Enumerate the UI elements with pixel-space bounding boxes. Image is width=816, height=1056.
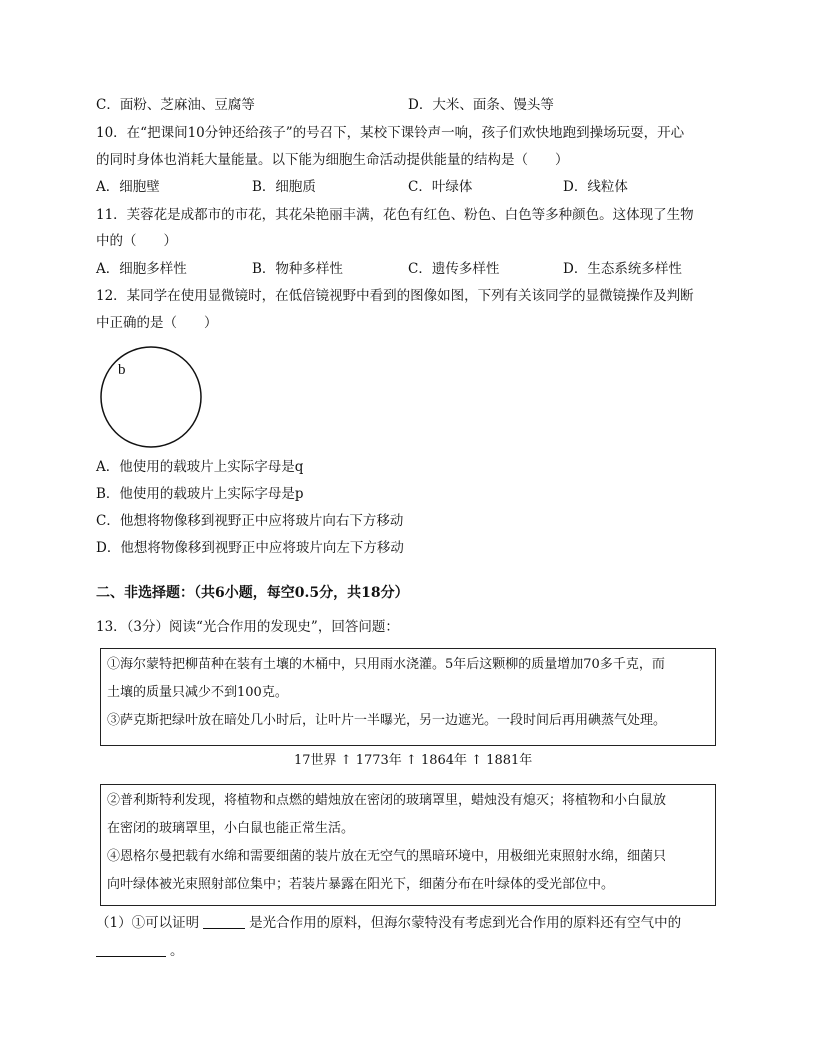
box2-line3: ④恩格尔曼把载有水绵和需要细菌的装片放在无空气的黑暗环境中，用极细光束照射水绵，细菌只 <box>107 849 667 864</box>
q12-option-a: A．他使用的载玻片上实际字母是q <box>96 459 304 475</box>
q12-stem-line2: 中正确的是（ ） <box>96 315 218 331</box>
q9-option-c: C．面粉、芝麻油、豆腐等 <box>96 97 255 113</box>
field-of-view-circle <box>101 347 201 447</box>
q11-option-a: A．细胞多样性 <box>96 261 187 277</box>
q13-stem: 13．（3分）阅读“光合作用的发现史”，回答问题： <box>96 619 399 635</box>
q12-option-c: C．他想将物像移到视野正中应将玻片向右下方移动 <box>96 513 404 529</box>
q9-option-d: D．大米、面条、馒头等 <box>408 97 554 113</box>
q11-stem-line1: 11．芙蓉花是成都市的市花，其花朵艳丽丰满，花色有红色、粉色、白色等多种颜色。这体现了生物 <box>96 207 694 223</box>
box1-line2: 土壤的质量只减少不到100克。 <box>107 685 288 700</box>
q11-option-c: C．遗传多样性 <box>408 261 500 277</box>
q11-option-b: B．物种多样性 <box>252 261 343 277</box>
q13-sub1-rest: 是光合作用的原料，但海尔蒙特没有考虑到光合作用的原料还有空气中的 <box>249 915 682 931</box>
q13-sub1-line2 <box>96 941 184 961</box>
section-heading: 二、非选择题：（共6小题，每空0.5分，共18分） <box>96 585 409 601</box>
q12-option-d: D．他想将物像移到视野正中应将玻片向左下方移动 <box>96 540 404 556</box>
q10-option-a: A．细胞壁 <box>96 179 160 195</box>
q10-option-c: C．叶绿体 <box>408 179 473 195</box>
answer-blank-2[interactable] <box>96 942 166 957</box>
box1-line3: ③萨克斯把绿叶放在暗处几小时后，让叶片一半曝光，另一边遮光。一段时间后再用碘蒸气处理。 <box>107 713 667 728</box>
history-box-bottom <box>100 784 716 906</box>
q13-sub1-line1 <box>96 913 681 933</box>
q12-option-b: B．他使用的载玻片上实际字母是p <box>96 486 304 502</box>
answer-blank-1[interactable] <box>203 914 245 929</box>
q10-option-d: D．线粒体 <box>563 179 628 195</box>
q10-stem-line2: 的同时身体也消耗大量能量。以下能为细胞生命活动提供能量的结构是（ ） <box>96 152 569 168</box>
history-box-top <box>100 648 716 746</box>
timeline: 17世界 ↑ 1773年 ↑ 1864年 ↑ 1881年 <box>294 753 533 768</box>
q11-option-d: D．生态系统多样性 <box>563 261 682 277</box>
q11-stem-line2: 中的（ ） <box>96 233 177 249</box>
box2-line2: 在密闭的玻璃罩里，小白鼠也能正常生活。 <box>107 821 355 836</box>
box1-line1: ①海尔蒙特把柳苗种在装有土壤的木桶中，只用雨水浇灌。5年后这颗柳的质量增加70多千克，而 <box>107 657 665 672</box>
microscope-field-figure <box>98 344 204 450</box>
figure-letter: b <box>118 362 126 378</box>
box2-line4: 向叶绿体被光束照射部位集中；若装片暴露在阳光下，细菌分布在叶绿体的受光部位中。 <box>107 877 615 892</box>
q13-sub1-end: 。 <box>170 943 184 959</box>
box2-line1: ②普利斯特利发现，将植物和点燃的蜡烛放在密闭的玻璃罩里，蜡烛没有熄灭；将植物和小白鼠放 <box>107 793 667 808</box>
q12-stem-line1: 12．某同学在使用显微镜时，在低倍镜视野中看到的图像如图，下列有关该同学的显微镜操作及判断 <box>96 288 694 304</box>
q10-stem-line1: 10．在“把课间10分钟还给孩子”的号召下，某校下课铃声一响，孩子们欢快地跑到操场玩耍，开心 <box>96 125 685 141</box>
q10-option-b: B．细胞质 <box>252 179 316 195</box>
q13-sub1-prefix: （1）①可以证明 <box>96 915 200 931</box>
